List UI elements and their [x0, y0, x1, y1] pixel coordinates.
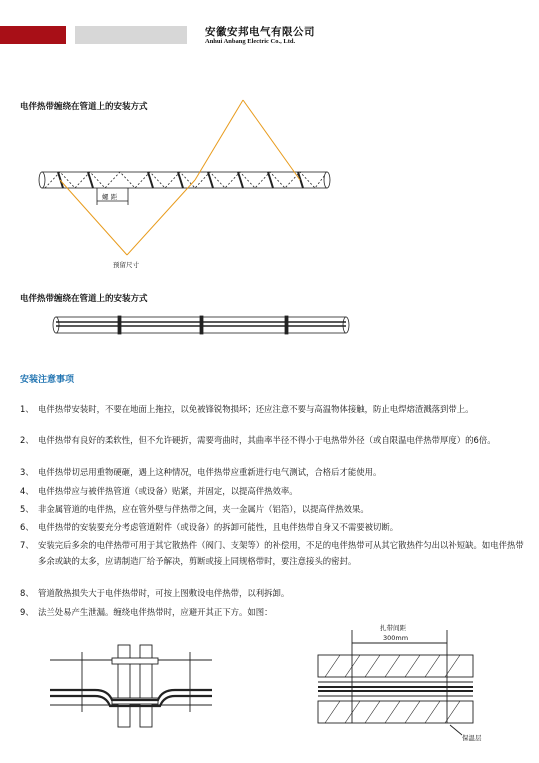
diagram1-title: 电伴热带缠绕在管道上的安装方式	[20, 102, 148, 112]
insulation-diagram	[318, 630, 473, 735]
note-item-9: 9、 法兰处易产生泄漏。缠绕电伴热带时，应避开其正下方。如图：	[20, 607, 273, 617]
flange-diagram	[50, 645, 212, 727]
spacing-value: 300mm	[383, 634, 409, 642]
note-item-7: 7、 安装完后多余的电伴热带可用于其它散热件（阀门、支架等）的补偿用，不足的电伴热带可从其它散热件匀出以补短缺。如电伴热带多余或缺的太多，应请制造厂给予解决，剪断或接上同规格带时，要注意接头的密封。	[20, 540, 524, 566]
notes-heading: 安装注意事项	[20, 375, 75, 385]
insulation-label: 保温层	[462, 734, 482, 742]
reserve-label: 预留尺寸	[113, 261, 139, 269]
straight-pipe-diagram	[53, 316, 349, 334]
note-item-5: 5、 非金属管道的电伴热，应在管外壁与伴热带之间，夹一金属片（铝箔），以提高伴热效果。	[20, 504, 369, 514]
note-item-8: 8、 管道散热损失大于电伴热带时，可按上图敷设电伴热带，以利拆卸。	[20, 588, 290, 598]
note-item-1: 1、 电伴热带安装时，不要在地面上拖拉，以免被锋锐物损坏；还应注意不要与高温物体接触，防止电焊熔渣溅落到带上。	[20, 404, 474, 414]
pitch-label: 螺 距	[102, 193, 118, 201]
diagram2-title: 电伴热带缠绕在管道上的安装方式	[20, 294, 148, 304]
company-name-cn: 安徽安邦电气有限公司	[205, 26, 315, 38]
company-name-en: Anhui Anbang Electric Co., Ltd.	[205, 38, 296, 45]
spacing-label: 扎带间距	[380, 624, 406, 632]
note-item-2: 2、 电伴热带有良好的柔软性，但不允许硬折，需要弯曲时，其曲率半径不得小于电热带外径（或自限温电伴热带厚度）的6倍。	[20, 435, 496, 445]
note-item-6: 6、 电伴热带的安装要充分考虑管道附件（或设备）的拆卸可能性，且电伴热带自身又不需要被切断。	[20, 522, 399, 532]
note-item-4: 4、 电伴热带应与被伴热管道（或设备）贴紧，并固定，以提高伴热效率。	[20, 486, 298, 496]
spiral-winding-diagram	[39, 100, 330, 255]
note-item-3: 3、 电伴热带切忌用重物硬砸，遇上这种情况，电伴热带应重新进行电气测试，合格后才能使用。	[20, 467, 382, 477]
